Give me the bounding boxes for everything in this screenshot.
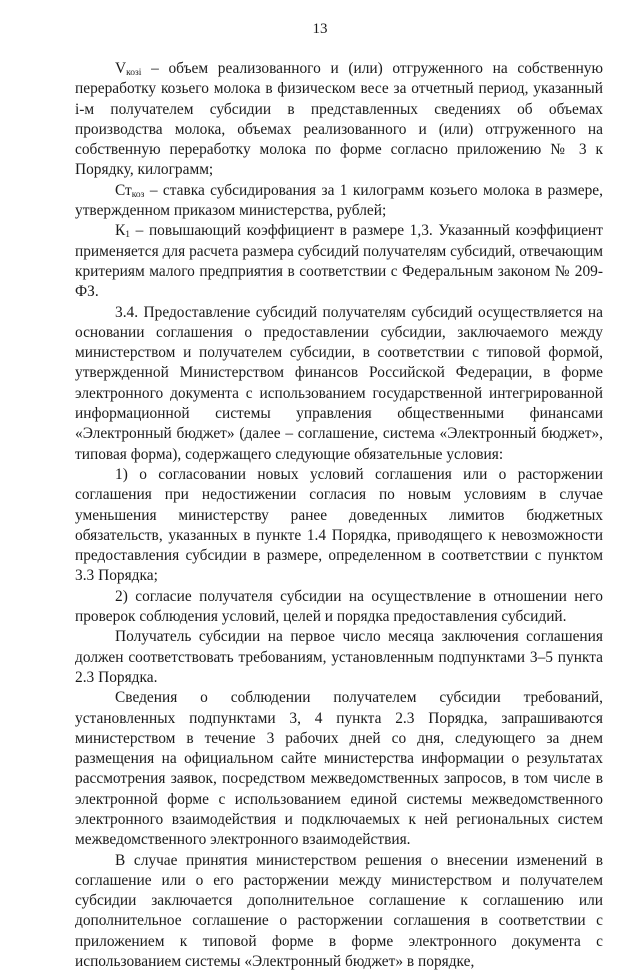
paragraph-text: – ставка субсидирования за 1 килограмм козьего молока в размере, утвержденном приказом министерства, рублей; xyxy=(75,181,603,220)
paragraph-text: 3.4. Предоставление субсидий получателям субсидий осуществляется на основании соглашения о предоставлении субсидии, заключаемого между министерством и получателем субсидии, в соответствии с типовой формой, утвержденной Министерством финансов Российской Федерации, в форме электронного документа с использованием государственной интегрированной информационной системы управления общественными финансами «Электронный бюджет» (далее – соглашение, система «Электронный бюджет», типовая форма), содержащего следующие обязательные условия: xyxy=(75,303,603,463)
document-body xyxy=(75,59,603,972)
paragraph-text: Сведения о соблюдении получателем субсидии требований, установленных подпунктами 3, 4 пункта 2.3 Порядка, запрашиваются министерством в течение 3 рабочих дней со дня, следующего за днем размещения на официальном сайте министерства информации о результатах рассмотрения заявок, посредством межведомственных запросов, в том числе в электронной форме с использованием единой системы межведомственного электронного взаимодействия и подключаемых к ней региональных систем межведомственного электронного взаимодействия. xyxy=(75,689,603,849)
subscript-text: коз xyxy=(131,189,145,200)
paragraph xyxy=(75,465,603,587)
paragraph-text: V xyxy=(115,60,127,77)
paragraph-text: Ст xyxy=(115,181,132,199)
paragraph xyxy=(75,181,603,222)
page-number: 13 xyxy=(312,21,328,37)
subscript-text: 1 xyxy=(125,230,131,241)
paragraph xyxy=(75,59,603,181)
subscript-text: козі xyxy=(126,68,142,78)
paragraph-text: В случае принятия министерством решения о внесении изменений в соглашение или о его расторжении между министерством и получателем субсидии заключается дополнительное соглашение к соглашению или дополнительное соглашение о расторжении соглашения в соответствии с приложением к типовой форме в форме электронного документа с использованием системы «Электронный бюджет» в порядке, xyxy=(75,851,603,971)
paragraph-text: – объем реализованного и (или) отгруженного на собственную переработку козьего молока в физическом весе за отчетный период, указанный і-м получателем субсидии в представленных сведениях об объемах производства молока, объемах реализованного и (или) отгруженного на собственную переработку молока по форме согласно приложению № 3 к Порядку, килограмм; xyxy=(75,60,603,179)
paragraph xyxy=(75,303,603,465)
paragraph xyxy=(75,851,603,972)
paragraph-text: Получатель субсидии на первое число месяца заключения соглашения должен соответствовать требованиям, установленным подпунктами 3–5 пункта 2.3 Порядка. xyxy=(75,628,603,686)
paragraph xyxy=(75,587,603,628)
paragraph xyxy=(75,221,603,302)
paragraph xyxy=(75,688,603,850)
paragraph-text: К xyxy=(115,222,126,240)
paragraph-text: – повышающий коэффициент в размере 1,3. Указанный коэффициент применяется для расчета размера субсидий получателям субсидий, отвечающим критериям малого предприятия в соответствии с Федеральным законом № 209-ФЗ. xyxy=(75,222,603,301)
paragraph-text: 2) согласие получателя субсидии на осуществление в отношении него проверок соблюдения условий, целей и порядка предоставления субсидий. xyxy=(75,587,603,626)
paragraph-text: 1) о согласовании новых условий соглашения или о расторжении соглашения при недостижении согласия по новым условиям в случае уменьшения министерству ранее доведенных лимитов бюджетных обязательств, указанных в пункте 1.4 Порядка, приводящего к невозможности предоставления субсидии в размере, определенном в соответствии с пунктом 3.3 Порядка; xyxy=(75,465,603,585)
paragraph xyxy=(75,627,603,688)
